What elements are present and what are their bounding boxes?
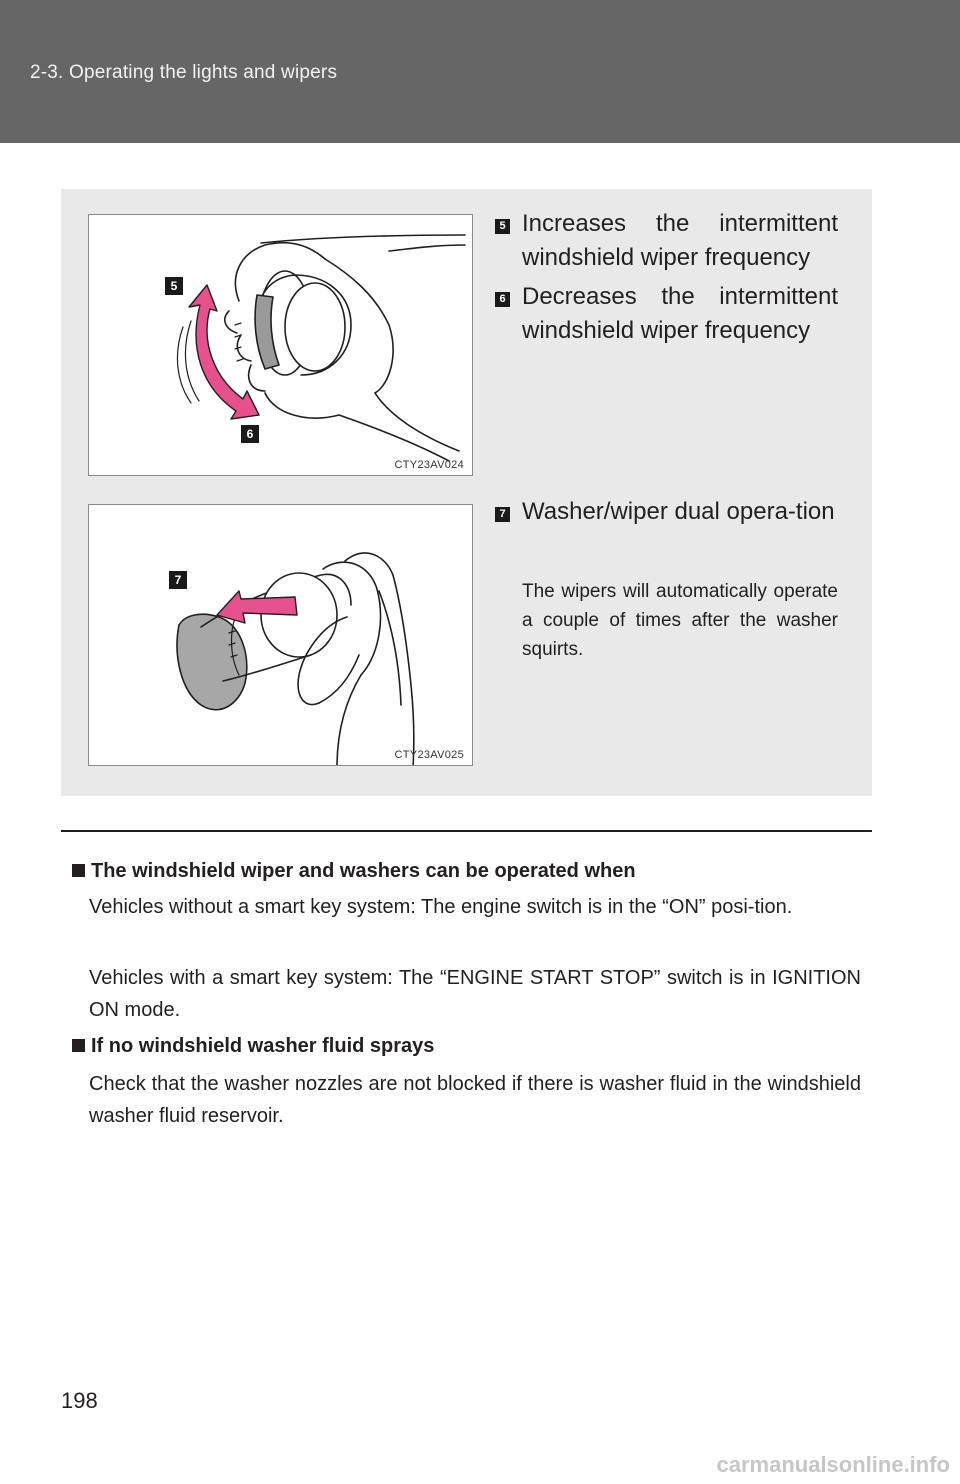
page-number: 198 <box>61 1388 98 1413</box>
item-number-badge: 6 <box>495 292 510 307</box>
section-divider <box>61 830 872 832</box>
square-bullet-icon <box>72 1039 85 1052</box>
figure-washer-operation <box>88 504 473 766</box>
item-description: Decreases the intermittent windshield wiper frequency <box>522 283 838 344</box>
figure-label-6: 6 <box>241 425 259 443</box>
note-paragraph: Vehicles without a smart key system: The engine switch is in the “ON” posi-tion. <box>89 896 793 918</box>
footer-watermark[interactable]: carmanualsonline.info <box>716 1452 950 1477</box>
figure-code: CTY23AV024 <box>394 459 464 471</box>
item-note: The wipers will automatically operate a couple of times after the washer squirts. <box>522 581 838 660</box>
figure-code: CTY23AV025 <box>394 749 464 761</box>
wiper-lever-illustration <box>89 215 473 476</box>
item-description: Washer/wiper dual opera-tion <box>522 498 835 525</box>
item-description: Increases the intermittent windshield wiper frequency <box>522 210 838 271</box>
note-heading: The windshield wiper and washers can be operated when <box>72 857 636 885</box>
washer-lever-illustration <box>89 505 473 766</box>
figure-wiper-frequency <box>88 214 473 476</box>
note-paragraph: Check that the washer nozzles are not blocked if there is washer fluid in the windshield washer fluid reservoir. <box>89 1073 861 1127</box>
header-band <box>0 0 960 143</box>
figure-label-7: 7 <box>169 571 187 589</box>
item-number-badge: 5 <box>495 219 510 234</box>
section-title: 2-3. Operating the lights and wipers <box>30 62 338 83</box>
item-number-badge: 7 <box>495 507 510 522</box>
note-paragraph: Vehicles with a smart key system: The “ENGINE START STOP” switch is in IGNITION ON mode. <box>89 967 861 1021</box>
note-heading: If no windshield washer fluid sprays <box>72 1032 434 1060</box>
figure-label-5: 5 <box>165 277 183 295</box>
square-bullet-icon <box>72 864 85 877</box>
